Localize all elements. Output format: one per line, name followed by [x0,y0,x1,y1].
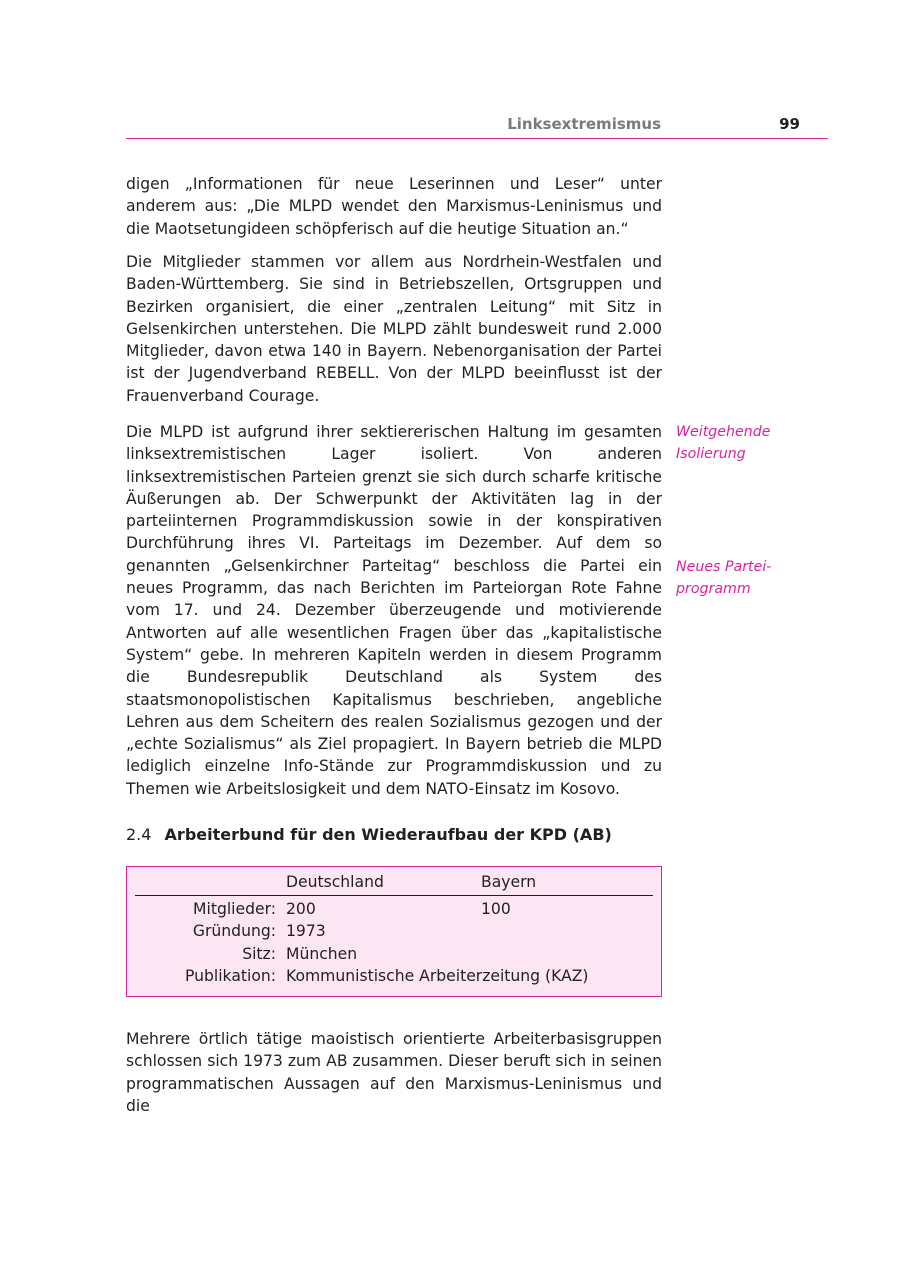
margin-note-isolation-line1: Weitgehende [676,424,771,440]
subsection-title: Arbeiterbund für den Wiederaufbau der KPD (AB) [164,825,612,844]
fact-value-bavaria: 100 [481,900,511,918]
margin-note-new-program [676,556,796,601]
margin-note-new-program-line1: Neues Partei- [676,559,772,575]
fact-row-members [127,900,661,922]
paragraph-1-block [126,173,662,240]
margin-note-isolation [676,421,796,466]
fact-label: Publikation: [184,967,276,985]
subsection-number: 2.4 [126,825,152,844]
paragraph-3: Die MLPD ist aufgrund ihrer sektiererischen Haltung im gesamten linksextremistischen Lager isoliert. Von anderen linksextremistischen Parteien grenzt sie sich durch scharfe kritische Äußerungen ab. Der Schwerpunkt der Aktivitäten lag in der parteiinternen Programmdiskussion sowie in der konspirativen Durchführung ihres VI. Parteitags im Dezember. Auf dem so genannten „Gelsenkirchner Parteitag“ beschloss die Partei ein neues Programm, das nach Berichten im Parteiorgan Rote Fahne vom 17. und 24. Dezember überzeugende und motivierende Antworten auf alle wesentlichen Fragen über das „kapitalistische System“ gebe. In mehreren Kapiteln werden in diesem Programm die Bundesrepublik Deutschland als System des staatsmonopolistischen Kapitalismus beschrieben, angebliche Lehren aus dem Scheitern des realen Sozialismus gezogen und der „echte Sozialismus“ als Ziel propagiert. In Bayern betrieb die MLPD lediglich einzelne Info-Stände zur Programmdiskussion und zu Themen wie Arbeitslosigkeit und dem NATO-Einsatz im Kosovo. [126,423,662,798]
fact-label: Mitglieder: [193,900,276,918]
running-header [126,112,828,139]
fact-value-germany: 1973 [286,922,326,940]
header-rule [135,895,653,896]
paragraph-4: Mehrere örtlich tätige maoistisch orientierte Arbeiterbasisgruppen schlossen sich 1973 zum AB zusammen. Dieser beruft sich in seinen programmatischen Aussagen auf den Marxismus-Leninismus und die [126,1030,662,1115]
margin-note-isolation-line2: Isolierung [676,446,746,463]
fact-value-germany: 200 [286,900,316,918]
margin-note-new-program-line2: programm [676,581,751,598]
page-number: 99 [779,115,800,133]
fact-label: Gründung: [192,922,276,940]
fact-row-publication [127,967,661,989]
section-title: Linksextremismus [507,115,661,133]
fact-value-germany: München [286,945,358,963]
paragraph-4-block [126,1028,662,1117]
subsection-heading [126,824,612,846]
fact-label: Sitz: [242,945,276,963]
column-header-germany: Deutschland [286,873,384,891]
fact-value-germany: Kommunistische Arbeiterzeitung (KAZ) [286,967,589,985]
paragraph-2-block [126,251,662,407]
paragraph-2: Die Mitglieder stammen vor allem aus Nordrhein-Westfalen und Baden-Württemberg. Sie sind in Betriebszellen, Ortsgruppen und Bezirken organisiert, die einer „zentralen Leitung“ mit Sitz in Gelsenkirchen unterstehen. Die MLPD zählt bundesweit rund 2.000 Mitglieder, davon etwa 140 in Bayern. Nebenorganisation der Partei ist der Jugendverband REBELL. Von der MLPD beeinflusst ist der Frauenverband Courage. [126,253,662,405]
paragraph-3-block [126,421,662,800]
fact-row-founding [127,922,661,944]
fact-box [126,866,662,997]
fact-row-seat [127,945,661,967]
paragraph-1: digen „Informationen für neue Leserinnen und Leser“ unter anderem aus: „Die MLPD wendet den Marxismus-Leninismus und die Maotsetungideen schöpferisch auf die heutige Situation an.“ [126,175,662,238]
column-header-bavaria: Bayern [481,873,537,891]
